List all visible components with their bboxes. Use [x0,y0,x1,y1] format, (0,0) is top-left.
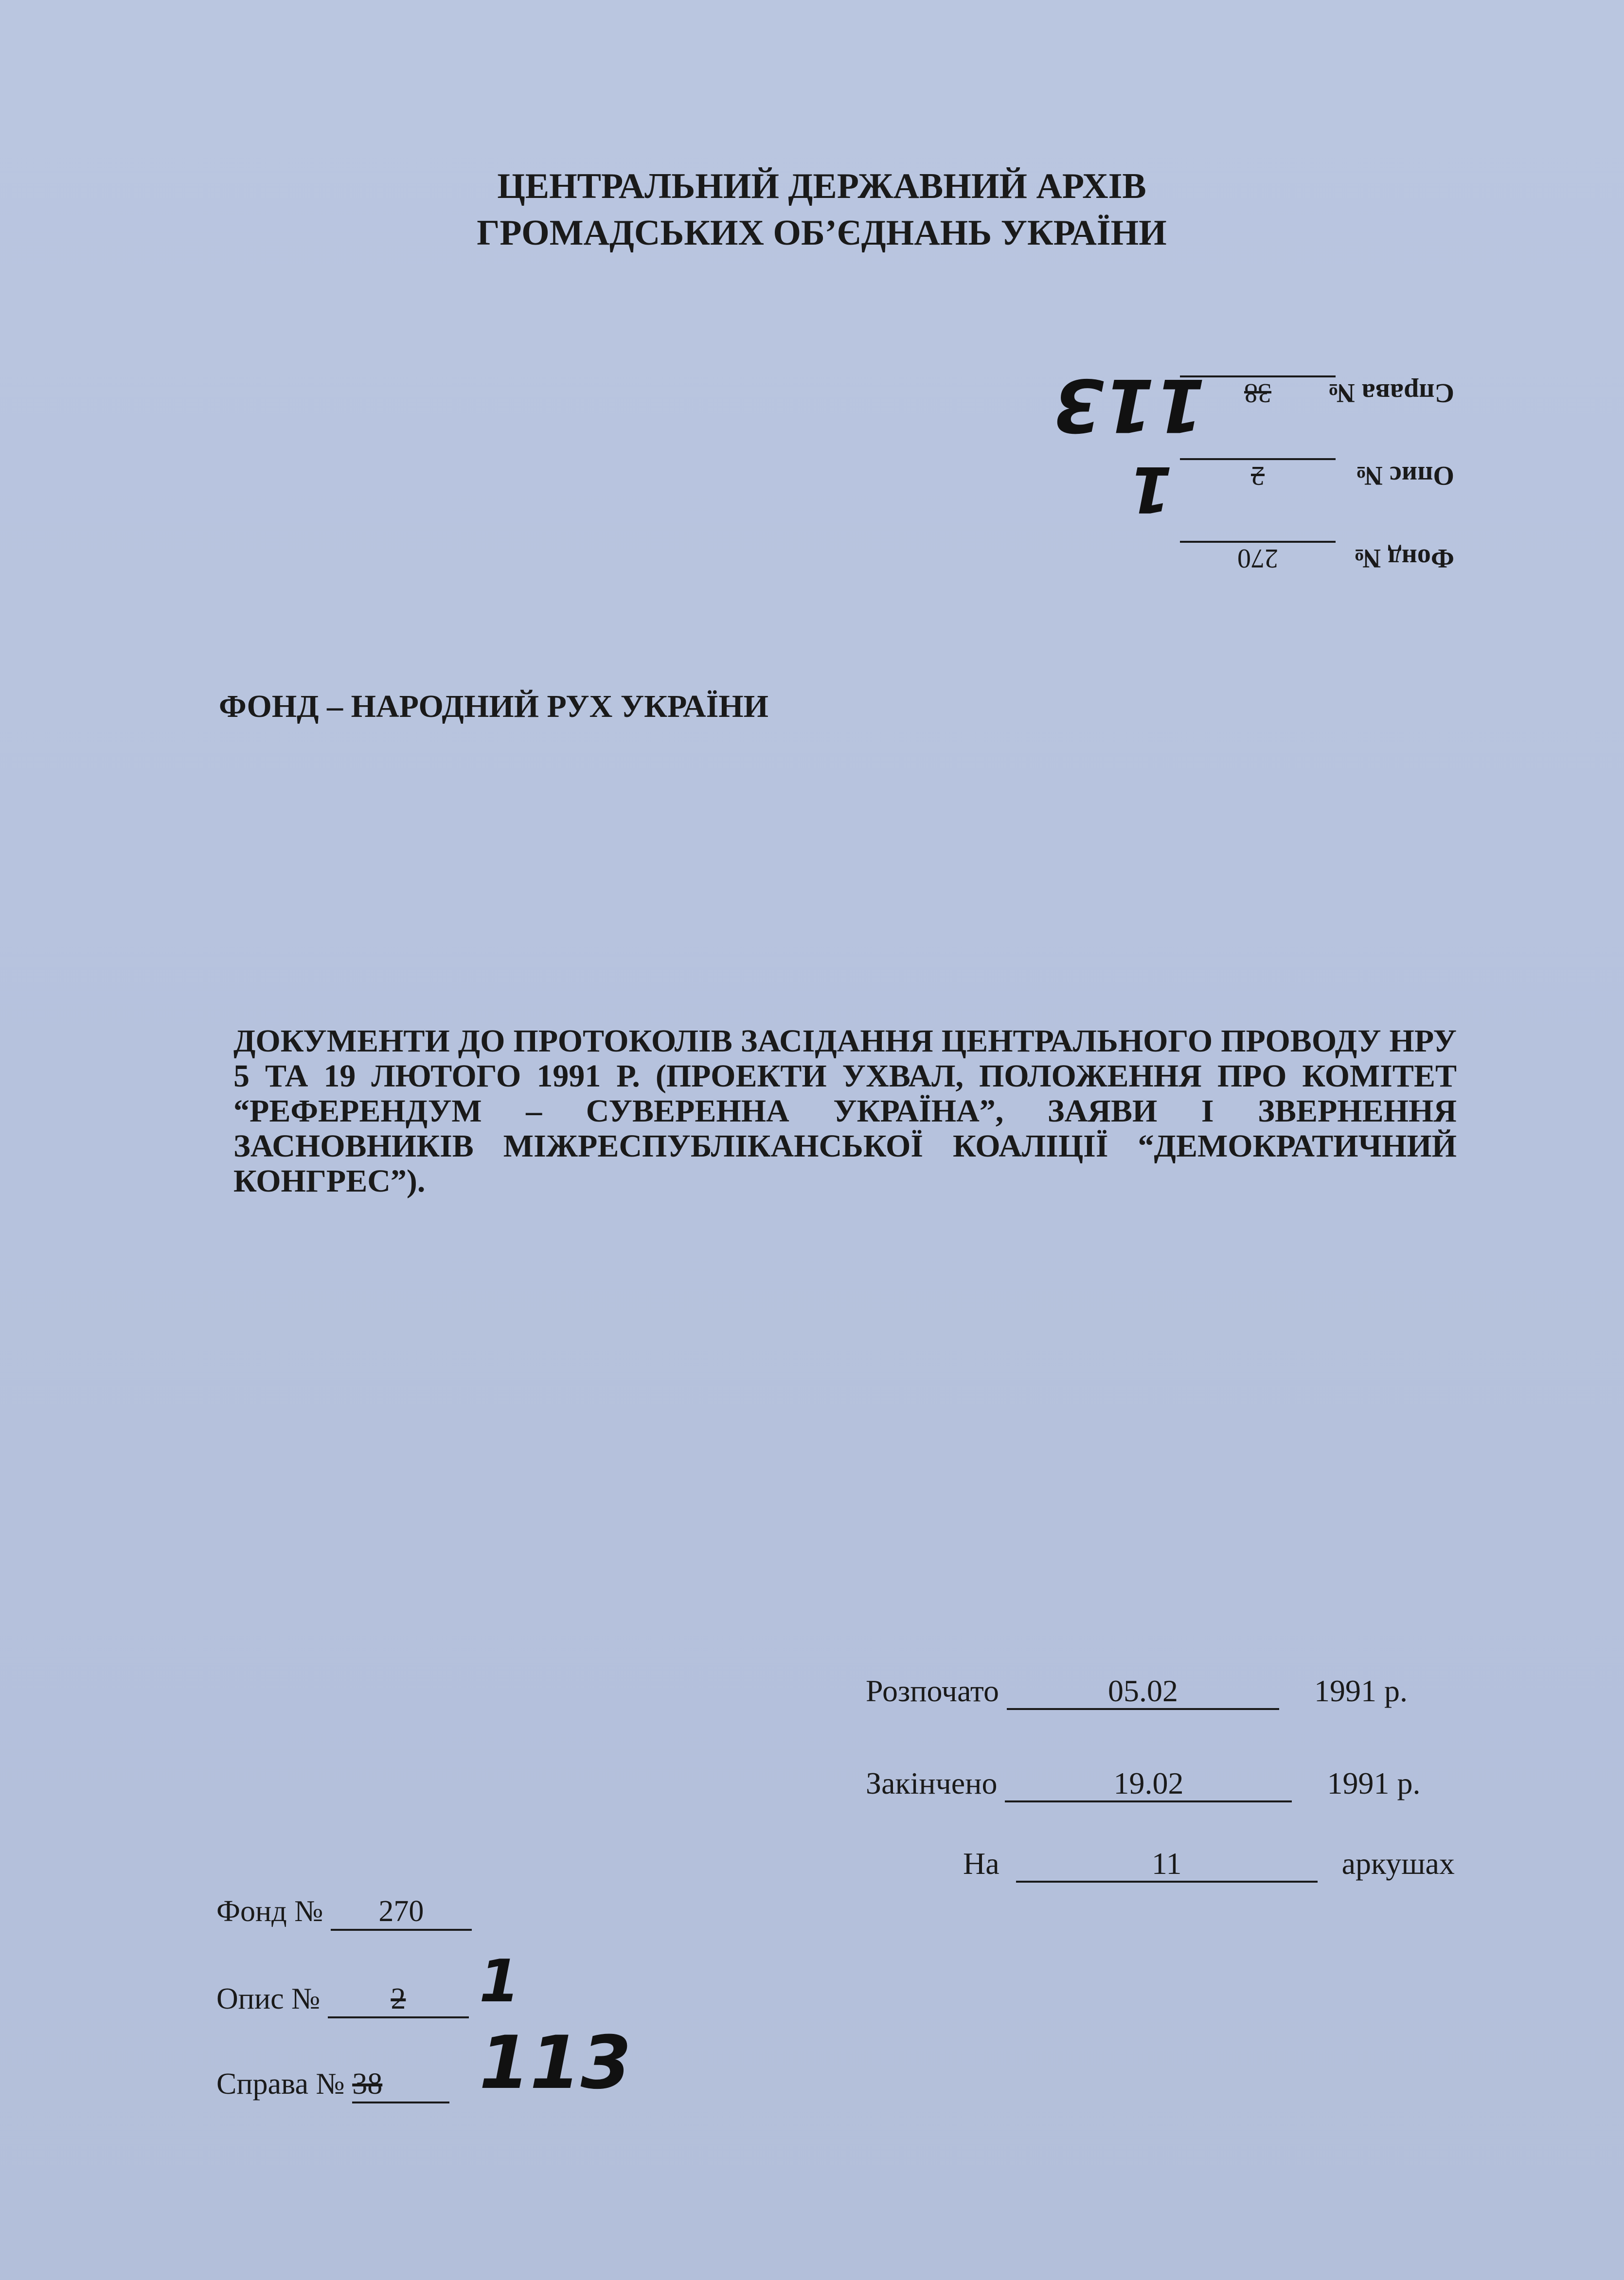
inverted-handwritten-sprava: 113 [1053,362,1206,447]
bottom-fond-label: Фонд № [216,1895,323,1928]
bottom-opys-row [216,1982,469,2018]
inverted-opys-row [1180,458,1454,491]
ended-label: Закінчено [866,1766,998,1800]
sheets-suffix: аркушах [1341,1846,1455,1881]
archive-name-line-2: ГРОМАДСЬКИХ ОБ’ЄДНАНЬ УКРАЇНИ [477,213,1167,253]
bottom-sprava-label: Справа № [216,2067,345,2101]
started-row [866,1673,1408,1710]
bottom-handwritten-opys: 1 [479,1948,520,2015]
sheets-value: 11 [1016,1847,1318,1883]
bottom-handwritten-sprava: 113 [479,2021,632,2105]
started-value: 05.02 [1007,1674,1279,1710]
inverted-opys-label: Опис № [1355,461,1454,491]
bottom-sprava-value: 38 [352,2067,449,2103]
inverted-fond-label: Фонд № [1354,543,1454,573]
bottom-fond-value: 270 [331,1894,472,1931]
sheets-row [963,1846,1455,1883]
inverted-opys-value: 2 [1180,458,1336,491]
inverted-sprava-value: 38 [1180,375,1336,409]
ended-year: 1991 р. [1327,1766,1421,1800]
started-year: 1991 р. [1314,1674,1408,1708]
inverted-handwritten-opys: 1 [1128,452,1173,526]
started-label: Розпочато [866,1674,999,1708]
archive-header [0,163,1624,256]
inverted-fond-row [1180,541,1454,574]
inverted-fond-value: 270 [1180,541,1336,574]
file-description: ДОКУМЕНТИ ДО ПРОТОКОЛІВ ЗАСІДАННЯ ЦЕНТРАЛЬНОГО ПРОВОДУ НРУ 5 ТА 19 ЛЮТОГО 1991 Р. (ПРОЕКТИ УХВАЛ, ПОЛОЖЕННЯ ПРО КОМІТЕТ “РЕФЕРЕНДУМ – СУВЕРЕННА УКРАЇНА”, ЗАЯВИ І ЗВЕРНЕННЯ ЗАСНОВНИКІВ МІЖРЕСПУБЛІКАНСЬКОЇ КОАЛІЦІЇ “ДЕМОКРАТИЧНИЙ КОНГРЕС”). [233,1023,1457,1199]
ended-row [866,1765,1420,1802]
inverted-sprava-label: Справа № [1327,378,1454,408]
sheets-prefix: На [963,1846,999,1881]
bottom-opys-value: 2 [328,1982,469,2018]
bottom-sprava-row [216,2067,449,2103]
ended-value: 19.02 [1005,1766,1292,1802]
bottom-opys-label: Опис № [216,1982,321,2015]
fund-name: ФОНД – НАРОДНИЙ РУХ УКРАЇНИ [219,689,768,724]
archive-name-line-1: ЦЕНТРАЛЬНИЙ ДЕРЖАВНИЙ АРХІВ [497,166,1146,206]
bottom-fond-row [216,1894,472,1931]
inverted-sprava-row [1180,375,1454,409]
